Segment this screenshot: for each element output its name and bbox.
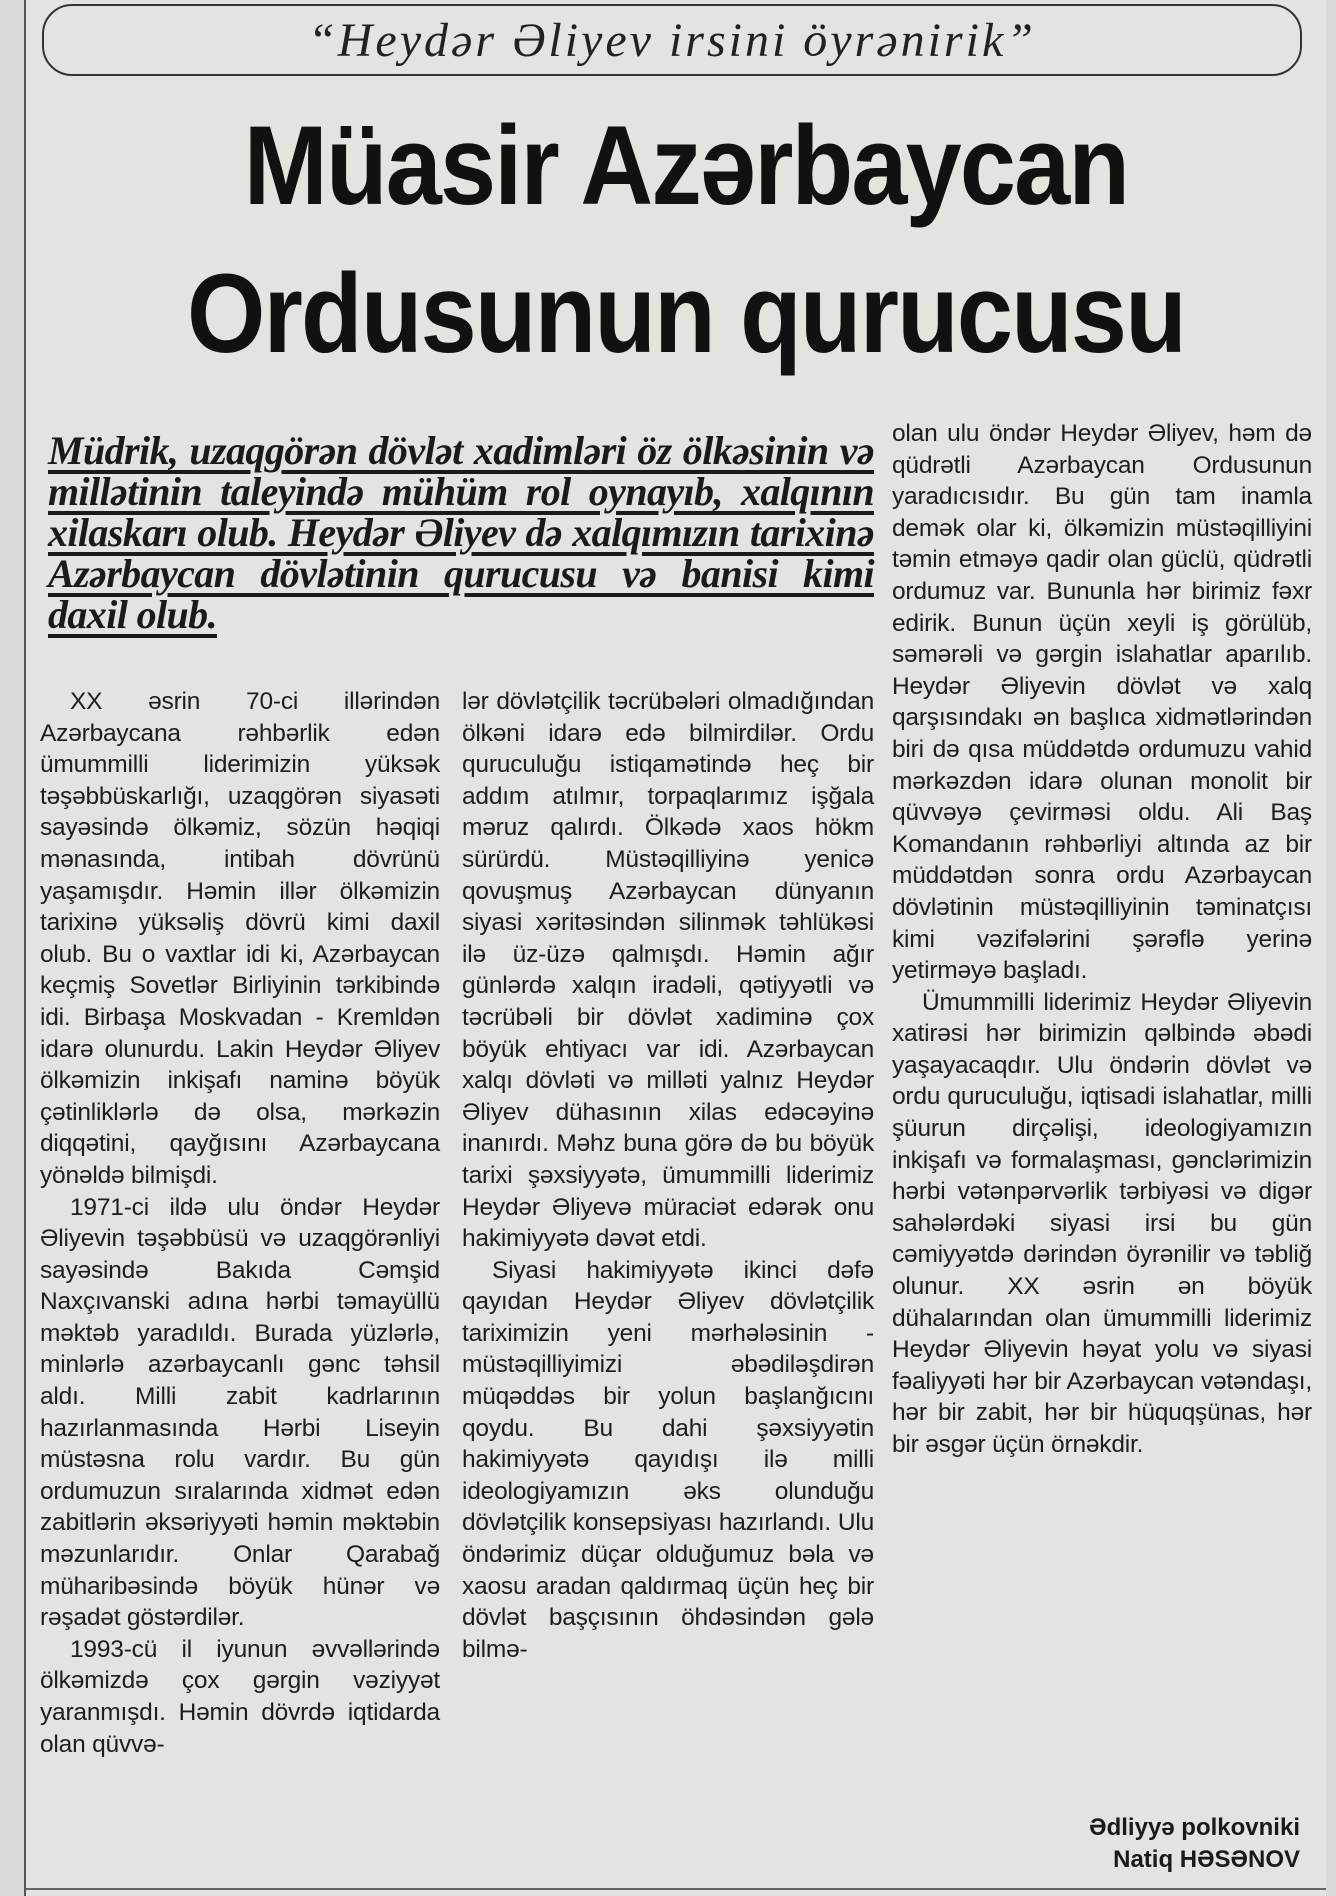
headline-line-1: Müasir Azərbaycan [243, 103, 1129, 228]
paragraph: XX əsrin 70-ci illərindən Azərbaycana rəhbərlik edən ümummilli liderimizin yüksək təşəbbüskarlığı, uzaqgörən siyasəti sayəsində ölkəmiz, sözün həqiqi mənasında, intibah dövrünü yaşamışdır. Həmin illər ölkəmizin tarixinə yüksəliş dövrü kimi daxil olub. Bu o vaxtlar idi ki, Azərbaycan keçmiş Sovetlər Birliyinin tərkibində idi. Birbaşa Moskvadan - Kremldən idarə olunurdu. Lakin Heydər Əliyev ölkəmizin inkişafı naminə böyük çətinliklərlə də olsa, mərkəzin diqqətini, qayğısını Azərbaycana yönəldə bilmişdi. [40, 688, 440, 1189]
rubric-title: “Heydər Əliyev irsini öyrənirik” [308, 13, 1036, 67]
article-column-1 [40, 686, 440, 1760]
author-rank: Ədliyyə polkovniki [1089, 1814, 1300, 1841]
headline [66, 92, 1306, 388]
paragraph: lər dövlətçilik təcrübələri olmadığından ölkəni idarə edə bilmirdilər. Ordu quruculuğu istiqamətində heç bir addım atılmır, torpaqlarımız işğala məruz qalırdı. Ölkədə xaos hökm sürürdü. Müstəqilliyinə yenicə qovuşmuş Azərbaycan dünyanın siyasi xəritəsindən silinmək təhlükəsi ilə üz-üzə qalmışdı. Həmin ağır günlərdə xalqın iradəli, qətiyyətli və təcrübəli bir dövlət xadiminə çox böyük ehtiyacı var idi. Azərbaycan xalqı dövləti və milləti yalnız Heydər Əliyev dühasının xilas edəcəyinə inanırdı. Məhz buna görə də bu böyük tarixi şəxsiyyətə, ümummilli liderimiz Heydər Əliyevə müraciət edərək onu hakimiyyətə dəvət etdi. [462, 688, 874, 1253]
article-column-2 [462, 686, 874, 1665]
headline-line-2: Ordusunun qurucusu [187, 251, 1185, 376]
author-signature [1089, 1812, 1300, 1876]
lead-paragraph: Müdrik, uzaqgörən dövlət xadimləri öz ölkəsinin və millətinin taleyində mühüm rol oynayıb, xalqının xilaskarı olub. Heydər Əliyev də xalqımızın tarixinə Azərbaycan dövlətinin qurucusu və banisi kimi daxil olub. [48, 428, 874, 637]
article-column-3 [892, 418, 1312, 1461]
author-name: Natiq HƏSƏNOV [1113, 1846, 1300, 1873]
newspaper-page [24, 0, 1326, 1896]
paragraph: olan ulu öndər Heydər Əliyev, həm də qüdrətli Azərbaycan Ordusunun yaradıcısıdır. Bu gün tam inamla demək olar ki, ölkəmizin müstəqilliyini təmin etməyə qadir olan güclü, qüdrətli ordumuz var. Bununla hər birimiz fəxr edirik. Bunun üçün xeyli iş görülüb, səmərəli və gərgin islahatlar aparılıb. Heydər Əliyevin dövlət və xalq qarşısındakı ən başlıca xidmətlərindən biri də qısa müddətdə ordumuzu vahid mərkəzdən idarə olunan monolit bir qüvvəyə çevirməsi oldu. Ali Baş Komandanın rəhbərliyi altında az bir müddətdən sonra ordu Azərbaycan dövlətinin müstəqilliyinin təminatçısı kimi vəzifələrini şərəflə yerinə yetirməyə başladı. [892, 420, 1312, 985]
paragraph: Siyasi hakimiyyətə ikinci dəfə qayıdan Heydər Əliyev dövlətçilik tariximizin yeni mərhələsinin - müstəqilliyimizi əbədiləşdirən müqəddəs bir yolun başlanğıcını qoydu. Bu dahi şəxsiyyətin hakimiyyətə qayıdışı ilə milli ideologiyamızın əks olunduğu dövlətçilik konsepsiyası hazırlandı. Ulu öndərimiz düçar olduğumuz bəla və xaosu aradan qaldırmaq üçün heç bir dövlət başçısının öhdəsindən gələ bilmə- [462, 1256, 874, 1663]
bottom-divider [26, 1888, 1326, 1890]
rubric-banner [42, 4, 1302, 76]
paragraph: Ümummilli liderimiz Heydər Əliyevin xatirəsi hər birimizin qəlbində əbədi yaşayacaqdır. Ulu öndərin dövlət və ordu quruculuğu, iqtisadi islahatlar, milli şüurun dirçəlişi, ideologiyamızın inkişafı və formalaşması, gənclərimizin hərbi vətənpərvərlik tərbiyəsi və digər sahələrdəki siyasi irsi bu gün cəmiyyətdə dərindən öyrənilir və təbliğ olunur. XX əsrin ən böyük dühalarından olan ümummilli liderimiz Heydər Əliyevin həyat yolu və siyasi fəaliyyəti hər bir Azərbaycan vətəndaşı, hər bir zabit, hər bir hüquqşünas, hər bir əsgər üçün örnəkdir. [892, 988, 1312, 1458]
paragraph: 1971-ci ildə ulu öndər Heydər Əliyevin təşəbbüsü və uzaqgörənliyi sayəsində Bakıda Cəmşid Naxçıvanski adına hərbi təmayüllü məktəb yaradıldı. Burada yüzlərlə, minlərlə azərbaycanlı gənc təhsil aldı. Milli zabit kadrlarının hazırlanmasında Hərbi Liseyin müstəsna rolu vardır. Bu gün ordumuzun sıralarında xidmət edən zabitlərin əksəriyyəti həmin məktəbin məzunlarıdır. Onlar Qarabağ müharibəsində böyük hünər və rəşadət göstərdilər. [40, 1193, 440, 1632]
paragraph: 1993-cü il iyunun əvvəllərində ölkəmizdə çox gərgin vəziyyət yaranmışdı. Həmin dövrdə iqtidarda olan qüvvə- [40, 1635, 440, 1758]
